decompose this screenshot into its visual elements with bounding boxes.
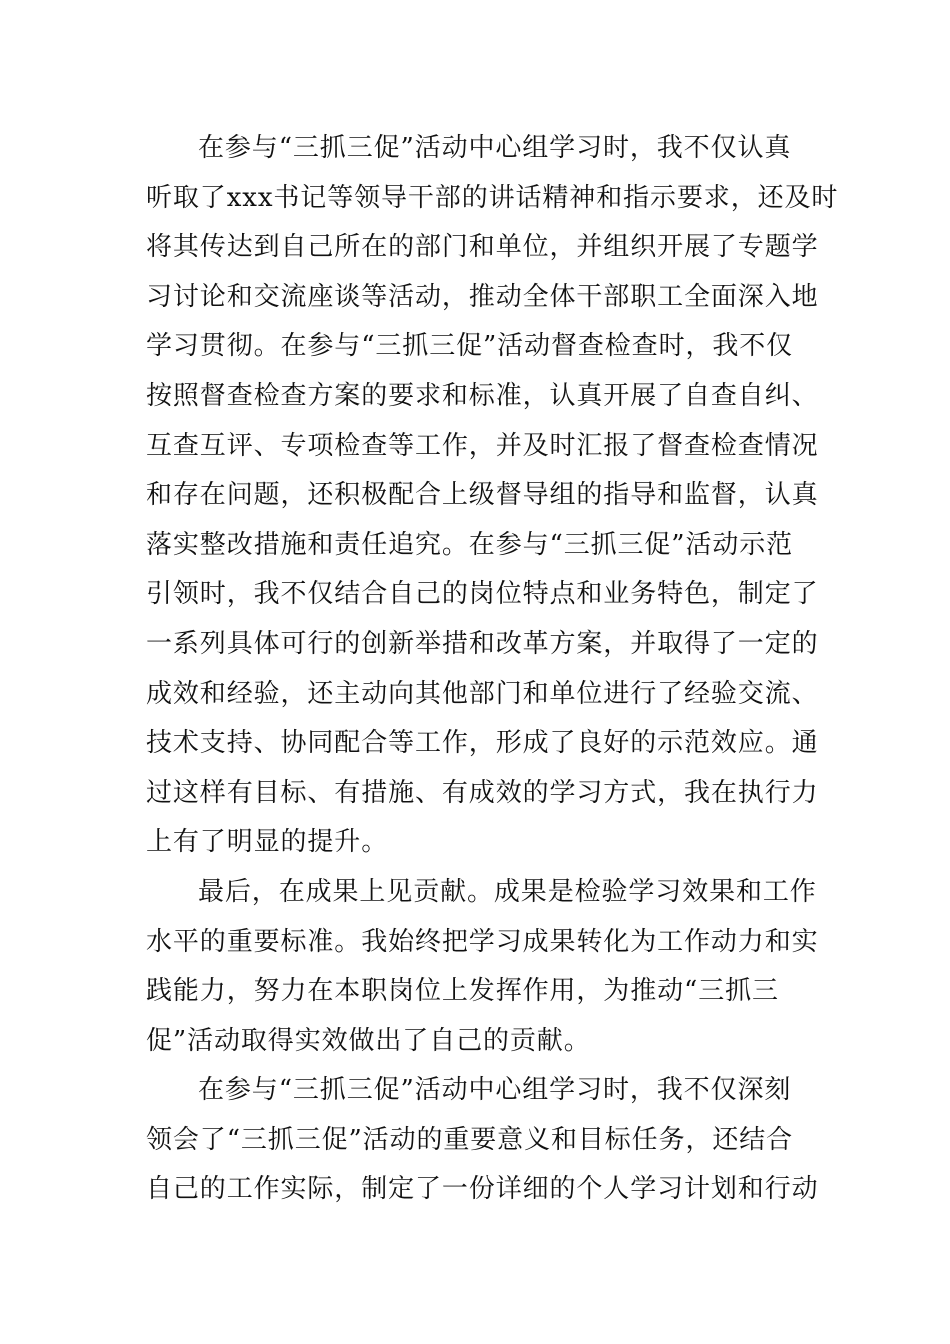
paragraph-line: 听取了xxx书记等领导干部的讲话精神和指示要求，还及时 [146, 182, 839, 213]
paragraph-line: 在参与“三抓三促”活动中心组学习时，我不仅认真 [198, 133, 792, 163]
paragraph-line: 在参与“三抓三促”活动中心组学习时，我不仅深刻 [198, 1075, 792, 1106]
paragraph-line: 成效和经验，还主动向其他部门和单位进行了经验交流、 [146, 678, 819, 709]
paragraph-line: 引领时，我不仅结合自己的岗位特点和业务特色，制定了 [146, 579, 819, 610]
paragraph-line: 落实整改措施和责任追究。在参与“三抓三促”活动示范 [146, 529, 794, 560]
paragraph-line: 技术支持、协同配合等工作，形成了良好的示范效应。通 [146, 728, 819, 759]
paragraph-line: 和存在问题，还积极配合上级督导组的指导和监督，认真 [146, 480, 819, 511]
paragraph-line: 践能力，努力在本职岗位上发挥作用，为推动“三抓三 [146, 976, 779, 1007]
paragraph-line: 促”活动取得实效做出了自己的贡献。 [146, 1025, 591, 1056]
paragraph-line: 过这样有目标、有措施、有成效的学习方式，我在执行力 [146, 777, 819, 808]
paragraph-execution [146, 124, 839, 868]
paragraph-study-plan [146, 1066, 819, 1215]
paragraph-line: 将其传达到自己所在的部门和单位，并组织开展了专题学 [146, 232, 819, 263]
paragraph-line: 领会了“三抓三促”活动的重要意义和目标任务，还结合 [146, 1124, 794, 1155]
paragraph-line: 按照督查检查方案的要求和标准，认真开展了自查自纠、 [146, 380, 819, 411]
paragraph-contribution [146, 868, 819, 1066]
paragraph-line: 习讨论和交流座谈等活动，推动全体干部职工全面深入地 [146, 281, 819, 312]
paragraph-line: 水平的重要标准。我始终把学习成果转化为工作动力和实 [146, 926, 819, 957]
paragraph-line: 上有了明显的提升。 [146, 827, 389, 858]
paragraph-line: 一系列具体可行的创新举措和改革方案，并取得了一定的 [146, 628, 819, 659]
paragraph-line: 互查互评、专项检查等工作，并及时汇报了督查检查情况 [146, 430, 819, 461]
paragraph-line: 最后，在成果上见贡献。成果是检验学习效果和工作 [198, 876, 817, 907]
paragraph-line: 学习贯彻。在参与“三抓三促”活动督查检查时，我不仅 [146, 331, 794, 362]
paragraph-line: 自己的工作实际，制定了一份详细的个人学习计划和行动 [146, 1174, 819, 1205]
document-body [146, 124, 839, 1215]
